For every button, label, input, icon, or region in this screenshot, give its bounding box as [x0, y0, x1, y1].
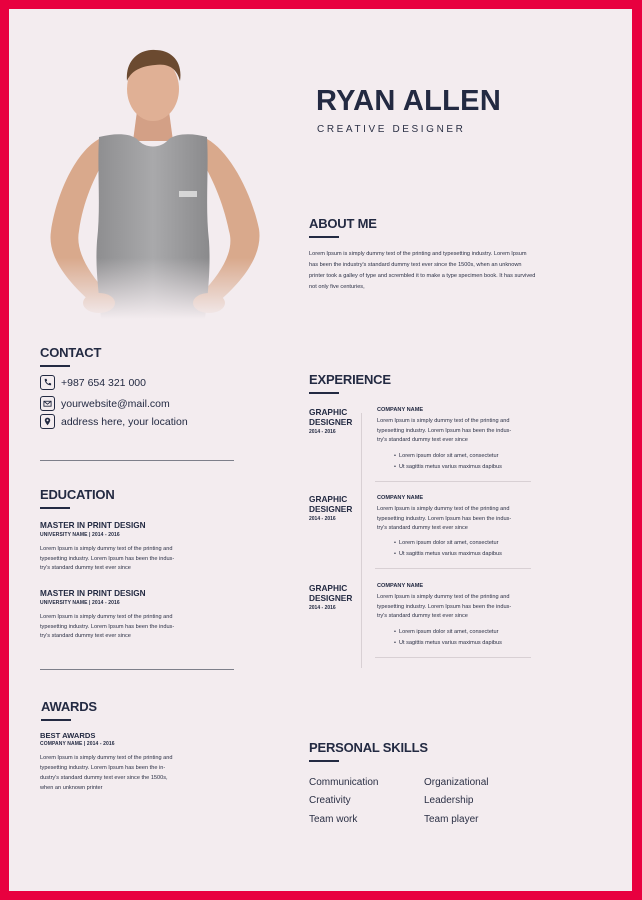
experience-separator — [375, 568, 531, 569]
experience-role: GRAPHIC DESIGNER — [309, 494, 353, 514]
award-item-title: BEST AWARDS — [40, 731, 96, 740]
contact-phone — [40, 375, 146, 390]
skill-item: Team player — [424, 814, 479, 825]
experience-bullet: • Lorem ipsum dolor sit amet, consectetur — [394, 451, 502, 462]
skill-item: Leadership — [424, 795, 474, 806]
job-title: CREATIVE DESIGNER — [317, 124, 466, 135]
website-email[interactable]: yourwebsite@mail.com — [61, 397, 170, 410]
experience-bullet: • Lorem ipsum dolor sit amet, consectetur — [394, 627, 502, 638]
profile-photo — [37, 41, 269, 319]
education-item-meta: UNIVERSITY NAME | 2014 - 2016 — [40, 532, 120, 538]
experience-text: Lorem Ipsum is simply dummy text of the printing and typesetting industry. Lorem Ipsum has been the indus- try's standard dummy text ever since — [377, 418, 512, 443]
skill-item: Team work — [309, 814, 358, 825]
experience-bullets — [394, 451, 502, 473]
experience-bullets — [394, 538, 502, 560]
experience-bullets — [394, 627, 502, 649]
location-pin-icon — [40, 414, 55, 429]
education-item-title: MASTER IN PRINT DESIGN — [40, 521, 146, 530]
about-text: Lorem Ipsum is simply dummy text of the printing and typesetting industry. Lorem Ipsum has been the industry's standard dummy text ever since the 1500s, when an unknown printer took a galley of type and scrembled it to make a type specimen book. It has survived not only five centuries, — [309, 251, 536, 290]
address-text: address here, your location — [61, 415, 188, 428]
experience-bullet: • Ut sagittis metus varius maximus dapibus — [394, 638, 502, 649]
experience-bullet: • Ut sagittis metus varius maximus dapibus — [394, 462, 502, 473]
award-item-text: Lorem Ipsum is simply dummy text of the printing and typesetting industry. Lorem Ipsum has been the in- dustry's standard dummy text ever since the 1500s, when an unknown printer — [40, 755, 173, 791]
experience-title: EXPERIENCE — [309, 372, 391, 387]
experience-timeline-line — [361, 413, 362, 668]
experience-bullet: • Lorem ipsum dolor sit amet, consectetur — [394, 538, 502, 549]
award-item-meta: COMPANY NAME | 2014 - 2016 — [40, 741, 115, 747]
education-divider — [40, 669, 234, 670]
experience-text: Lorem Ipsum is simply dummy text of the printing and typesetting industry. Lorem Ipsum has been the indus- try's standard dummy text ever since — [377, 594, 512, 619]
skill-item: Organizational — [424, 777, 489, 788]
email-icon — [40, 396, 55, 411]
about-rule — [309, 236, 339, 238]
experience-role: GRAPHIC DESIGNER — [309, 583, 353, 603]
experience-separator — [375, 657, 531, 658]
experience-dates: 2014 - 2016 — [309, 516, 336, 522]
skill-item: Communication — [309, 777, 379, 788]
experience-bullet: • Ut sagittis metus varius maximus dapibus — [394, 549, 502, 560]
education-rule — [40, 507, 70, 509]
contact-divider — [40, 460, 234, 461]
experience-dates: 2014 - 2016 — [309, 429, 336, 435]
experience-separator — [375, 481, 531, 482]
contact-address — [40, 414, 188, 429]
skills-title: PERSONAL SKILLS — [309, 740, 428, 755]
education-title: EDUCATION — [40, 487, 115, 502]
experience-company: COMPANY NAME — [377, 407, 424, 413]
experience-company: COMPANY NAME — [377, 495, 424, 501]
resume-page — [9, 9, 632, 891]
experience-role: GRAPHIC DESIGNER — [309, 407, 353, 427]
awards-rule — [41, 719, 71, 721]
experience-company: COMPANY NAME — [377, 583, 424, 589]
awards-title: AWARDS — [41, 699, 97, 714]
person-name: RYAN ALLEN — [316, 85, 502, 117]
education-item-meta: UNIVERSITY NAME | 2014 - 2016 — [40, 600, 120, 606]
skill-item: Creativity — [309, 795, 351, 806]
education-item-text: Lorem Ipsum is simply dummy text of the printing and typesetting industry. Lorem Ipsum has been the indus- try's standard dummy text ever since — [40, 546, 175, 571]
experience-dates: 2014 - 2016 — [309, 605, 336, 611]
experience-text: Lorem Ipsum is simply dummy text of the printing and typesetting industry. Lorem Ipsum has been the indus- try's standard dummy text ever since — [377, 506, 512, 531]
experience-rule — [309, 392, 339, 394]
skills-rule — [309, 760, 339, 762]
phone-icon — [40, 375, 55, 390]
contact-email — [40, 396, 170, 411]
phone-number: +987 654 321 000 — [61, 376, 146, 389]
education-item-text: Lorem Ipsum is simply dummy text of the printing and typesetting industry. Lorem Ipsum has been the indus- try's standard dummy text ever since — [40, 614, 175, 639]
about-title: ABOUT ME — [309, 216, 377, 231]
contact-rule — [40, 365, 70, 367]
education-item-title: MASTER IN PRINT DESIGN — [40, 589, 146, 598]
contact-title: CONTACT — [40, 345, 102, 360]
